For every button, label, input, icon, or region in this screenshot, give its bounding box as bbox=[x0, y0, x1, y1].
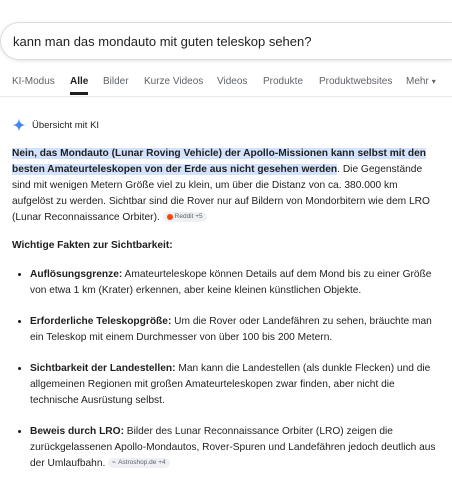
source-chip-label: Reddit +5 bbox=[174, 213, 203, 221]
list-item bbox=[30, 424, 438, 472]
fact-text: Man kann die Landestellen (als dunkle Flecken) und die allgemeinen Regionen mit großen Amateurteleskopen zwar finden, aber nicht die technische Ausrüstung selbst. bbox=[30, 363, 431, 406]
summary-highlight: Nein, das Mondauto (Lunar Roving Vehicle) der Apollo-Missionen kann selbst mit den besten Amateurteleskopen von der Erde aus nicht gesehen werden bbox=[12, 148, 426, 175]
fact-text: Amateurteleskope können Details auf dem Mond bis zu einer Größe von etwa 1 km (Krater) erkennen, aber keine kleinen künstlichen Objekte. bbox=[30, 269, 432, 296]
fact-text: Bilder des Lunar Reconnaissance Orbiter (LRO) zeigen die zurückgelassenen Apollo-Mondautos, Rover-Spuren und Landefähren jedoch deutlich aus der Umlaufbahn. bbox=[30, 426, 436, 469]
list-item bbox=[30, 314, 438, 346]
fact-term: Erforderliche Teleskopgröße: bbox=[30, 316, 172, 327]
tab-kurze-videos[interactable]: Kurze Videos bbox=[144, 76, 204, 87]
chevron-down-icon: ▾ bbox=[431, 77, 436, 86]
source-chip-reddit[interactable] bbox=[163, 212, 207, 222]
telescope-icon: ⌁ bbox=[112, 459, 117, 467]
fact-term: Auflösungsgrenze: bbox=[30, 269, 123, 280]
fact-term: Sichtbarkeit der Landestellen: bbox=[30, 363, 176, 374]
tab-produktwebsites[interactable]: Produktwebsites bbox=[319, 76, 393, 87]
fact-text: Um die Rover oder Landefähren zu sehen, bräuchte man ein Teleskop mit einem Durchmesser von über 100 bis 200 Metern. bbox=[30, 316, 432, 343]
fact-term: Beweis durch LRO: bbox=[30, 426, 124, 437]
source-chip-label: Astroshop.de +4 bbox=[118, 459, 166, 467]
source-chip-astroshop[interactable] bbox=[108, 458, 169, 468]
tab-mehr[interactable] bbox=[406, 76, 436, 95]
search-box[interactable] bbox=[0, 22, 452, 60]
tab-alle[interactable]: Alle bbox=[70, 76, 88, 95]
search-tabs bbox=[0, 74, 452, 97]
sparkle-icon bbox=[12, 118, 26, 132]
ai-overview-title: Übersicht mit KI bbox=[32, 119, 100, 131]
tab-ki-modus[interactable]: KI-Modus bbox=[12, 76, 55, 87]
ai-overview-content bbox=[12, 146, 438, 487]
tab-mehr-label: Mehr bbox=[406, 76, 429, 87]
ai-overview-header bbox=[12, 118, 99, 132]
tab-bilder[interactable]: Bilder bbox=[103, 76, 129, 87]
tab-videos[interactable]: Videos bbox=[217, 76, 248, 87]
facts-list bbox=[12, 267, 438, 472]
list-item bbox=[30, 267, 438, 299]
search-input[interactable]: kann man das mondauto mit guten teleskop sehen? bbox=[13, 33, 312, 49]
list-item bbox=[30, 361, 438, 409]
ai-summary-paragraph bbox=[12, 146, 438, 226]
facts-heading: Wichtige Fakten zur Sichtbarkeit: bbox=[12, 240, 173, 251]
reddit-icon bbox=[167, 214, 173, 220]
summary-text: . Die Gegenstände sind mit wenigen Metern Größe viel zu klein, um über die Distanz von ca. 380.000 km aufgelöst zu werden. Sichtbar sind die Rover nur auf Bildern von Mondorbitern wie dem LRO (Lunar Reconnaissance Orbiter). bbox=[12, 164, 430, 223]
tab-produkte[interactable]: Produkte bbox=[263, 76, 304, 87]
